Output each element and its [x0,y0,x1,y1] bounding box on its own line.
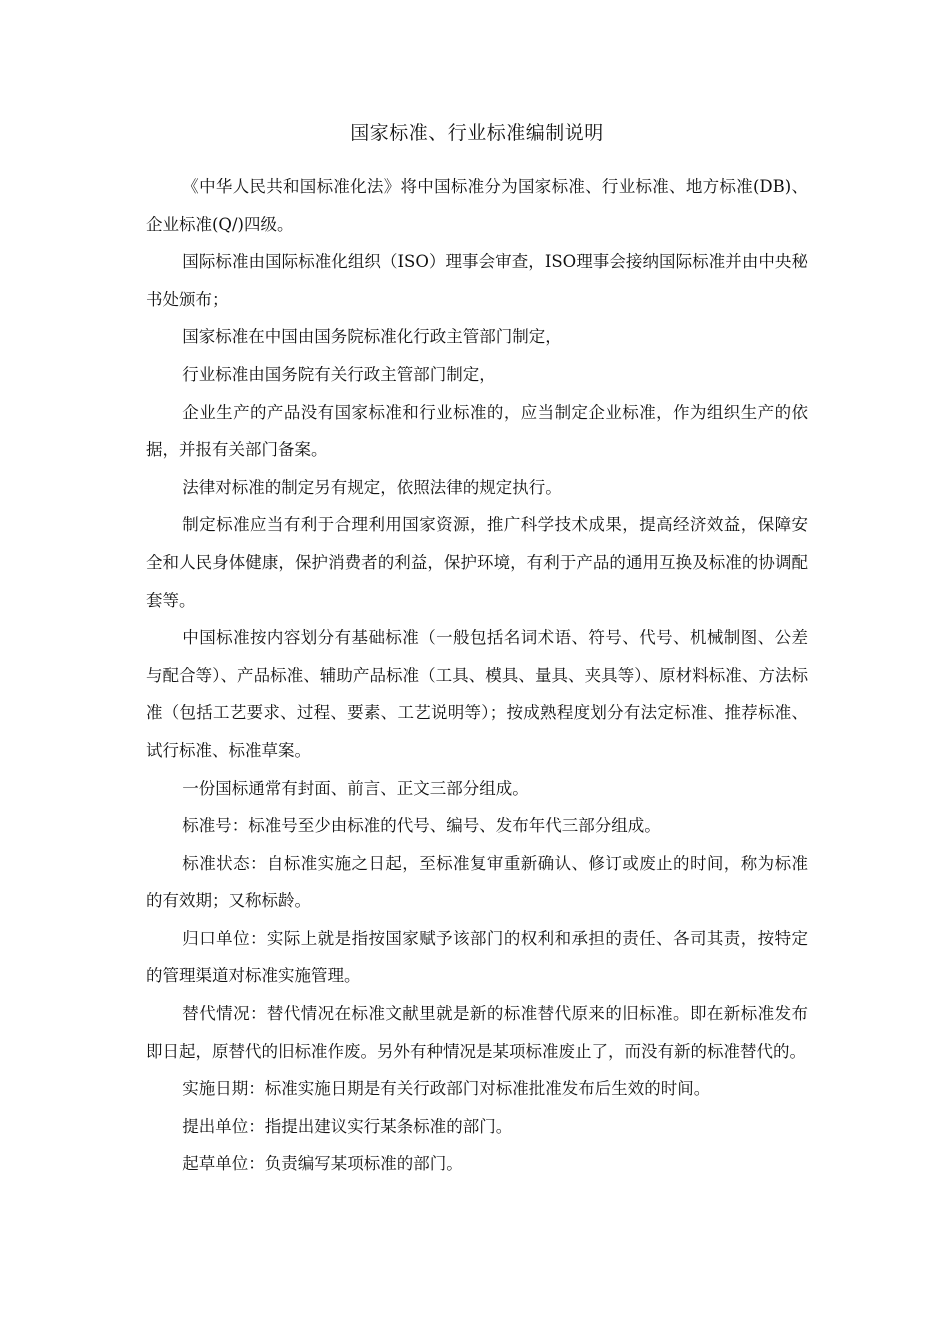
paragraph-standard-principles: 制定标准应当有利于合理利用国家资源，推广科学技术成果，提高经济效益，保障安全和人民身体健康，保护消费者的利益，保护环境，有利于产品的通用互换及标准的协调配套等。 [146,515,808,610]
paragraph-replacement: 替代情况：替代情况在标准文献里就是新的标准替代原来的旧标准。即在新标准发布即日起，原替代的旧标准作废。另外有种情况是某项标准废止了，而没有新的标准替代的。 [146,1004,808,1061]
paragraph-national-standards: 国家标准在中国由国务院标准化行政主管部门制定， [182,327,562,347]
paragraph-standard-classification: 中国标准按内容划分有基础标准（一般包括名词术语、符号、代号、机械制图、公差与配合等）、产品标准、辅助产品标准（工具、模具、量具、夹具等）、原材料标准、方法标准（包括工艺要求、过程、要素、工艺说明等）；按成熟程度划分有法定标准、推荐标准、试行标准、标准草案。 [146,628,808,760]
paragraph-international-standards: 国际标准由国际标准化组织（ISO）理事会审查，ISO理事会接纳国际标准并由中央秘书处颁布； [146,252,808,309]
paragraph-responsible-unit: 归口单位：实际上就是指按国家赋予该部门的权利和承担的责任、各司其责，按特定的管理渠道对标准实施管理。 [146,928,808,986]
paragraph-standard-status: 标准状态：自标准实施之日起，至标准复审重新确认、修订或废止的时间，称为标准的有效期；又称标龄。 [146,853,808,911]
paragraph-standard-number: 标准号：标准号至少由标准的代号、编号、发布年代三部分组成。 [182,816,661,836]
paragraph-proposing-unit: 提出单位：指提出建议实行某条标准的部门。 [182,1116,513,1136]
paragraph-standard-composition: 一份国标通常有封面、前言、正文三部分组成。 [182,778,529,798]
paragraph-enterprise-standards: 企业生产的产品没有国家标准和行业标准的，应当制定企业标准，作为组织生产的依据，并报有关部门备案。 [146,402,808,460]
document-title: 国家标准、行业标准编制说明 [350,122,604,144]
paragraph-implementation-date: 实施日期：标准实施日期是有关行政部门对标准批准发布后生效的时间。 [182,1079,711,1099]
paragraph-industry-standards: 行业标准由国务院有关行政主管部门制定， [182,364,496,384]
paragraph-standardization-law: 《中华人民共和国标准化法》将中国标准分为国家标准、行业标准、地方标准(DB)、企业标准(Q/)四级。 [146,177,808,234]
paragraph-legal-provisions: 法律对标准的制定另有规定，依照法律的规定执行。 [182,477,562,497]
paragraph-drafting-unit: 起草单位：负责编写某项标准的部门。 [182,1154,463,1174]
document-body [146,112,808,1183]
